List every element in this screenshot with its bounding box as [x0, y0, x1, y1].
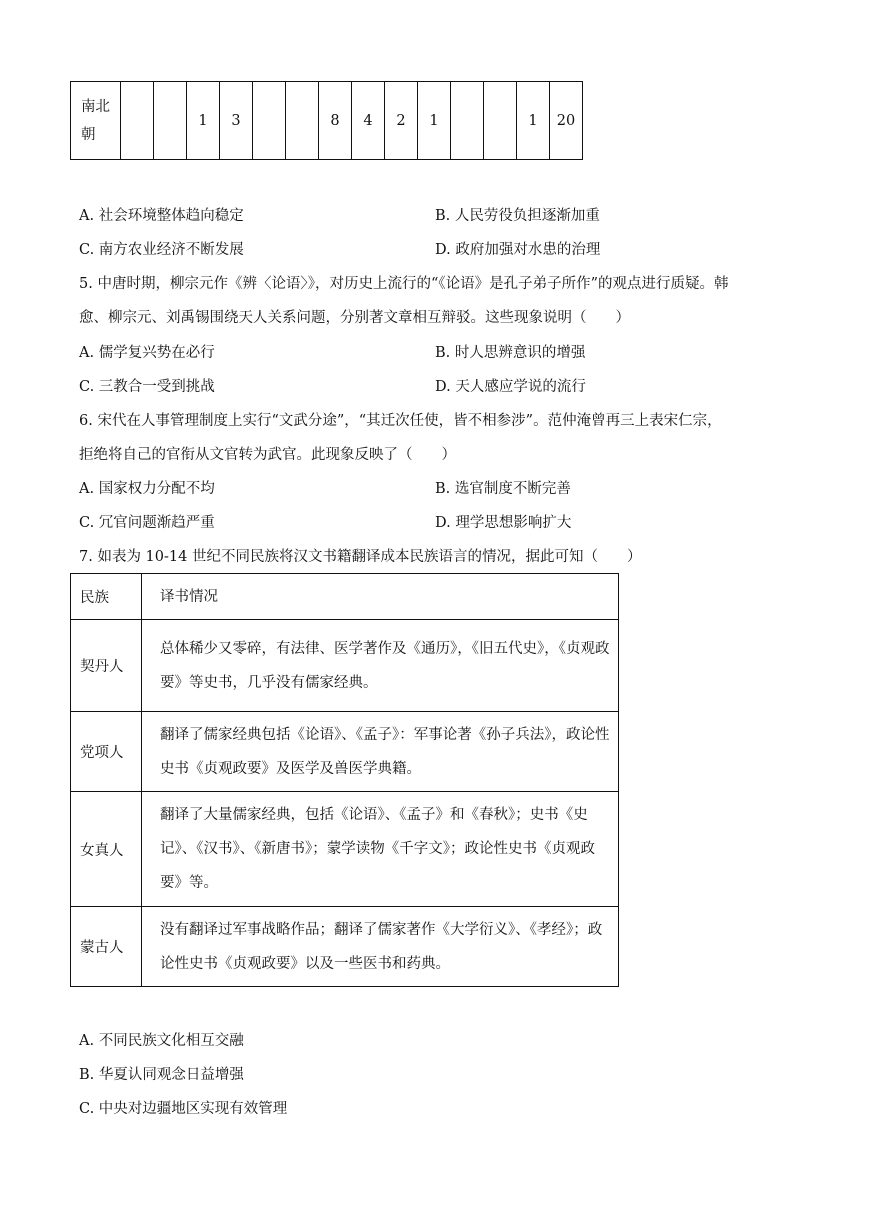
option-a[interactable]: A. 儒学复兴势在必行: [79, 345, 215, 361]
table-cell: [121, 82, 154, 160]
table-cell: [451, 82, 484, 160]
table-cell: 20: [550, 82, 583, 160]
option-b[interactable]: B. 选官制度不断完善: [435, 481, 571, 497]
table-cell: [253, 82, 286, 160]
option-b[interactable]: B. 时人思辨意识的增强: [435, 345, 586, 361]
option-a[interactable]: A. 不同民族文化相互交融: [79, 1033, 244, 1049]
header-cell-nation: 民族: [71, 574, 142, 620]
description-cell: 翻译了儒家经典包括《论语》、《孟子》：军事论著《孙子兵法》，政论性史书《贞观政要》及医学及兽医学典籍。: [142, 712, 619, 792]
table-cell: [154, 82, 187, 160]
description-cell: 没有翻译过军事战略作品；翻译了儒家著作《大学衍义》、《孝经》；政论性史书《贞观政要》以及一些医书和药典。: [142, 907, 619, 987]
table-cell: 4: [352, 82, 385, 160]
table-cell: 1: [517, 82, 550, 160]
table-cell: 8: [319, 82, 352, 160]
option-d[interactable]: D. 理学思想影响扩大: [435, 515, 572, 531]
row-label-line1: 南北: [81, 98, 110, 115]
header-cell-translation: 译书情况: [142, 574, 619, 620]
dynasty-count-table: [70, 81, 583, 160]
table-cell: 1: [187, 82, 220, 160]
table-cell: 1: [418, 82, 451, 160]
row-label-line2: 朝: [81, 126, 96, 143]
table-cell: 3: [220, 82, 253, 160]
table-row: [71, 712, 619, 792]
question-5-stem-line2: 愈、柳宗元、刘禹锡围绕天人关系问题，分别著文章相互辩驳。这些现象说明（ ）: [79, 310, 630, 326]
option-a[interactable]: A. 国家权力分配不均: [79, 481, 215, 497]
option-c[interactable]: C. 中央对边疆地区实现有效管理: [79, 1101, 288, 1117]
table-row: [71, 907, 619, 987]
option-b[interactable]: B. 华夏认同观念日益增强: [79, 1067, 244, 1083]
table-cell: [286, 82, 319, 160]
question-7-stem: 7. 如表为 10-14 世纪不同民族将汉文书籍翻译成本民族语言的情况，据此可知（ ）: [79, 549, 642, 565]
table-header-row: [71, 574, 619, 620]
table-row: [71, 792, 619, 907]
table-cell: [484, 82, 517, 160]
option-d[interactable]: D. 政府加强对水患的治理: [435, 242, 601, 258]
question-6-stem-line1: 6. 宋代在人事管理制度上实行“文武分途”，“其迁次任使，皆不相参涉”。范仲淹曾再三上表宋仁宗，: [79, 413, 722, 429]
question-5-stem-line1: 5. 中唐时期，柳宗元作《辨〈论语〉》，对历史上流行的“《论语》是孔子弟子所作”的观点进行质疑。韩: [79, 276, 729, 292]
translation-table: [70, 573, 619, 987]
nation-cell: 契丹人: [71, 620, 142, 712]
option-c[interactable]: C. 三教合一受到挑战: [79, 379, 215, 395]
option-d[interactable]: D. 天人感应学说的流行: [435, 379, 586, 395]
option-c[interactable]: C. 冗官问题渐趋严重: [79, 515, 215, 531]
nation-cell: 党项人: [71, 712, 142, 792]
description-cell: 总体稀少又零碎，有法律、医学著作及《通历》，《旧五代史》，《贞观政要》等史书，几乎没有儒家经典。: [142, 620, 619, 712]
nation-cell: 女真人: [71, 792, 142, 907]
option-a[interactable]: A. 社会环境整体趋向稳定: [79, 208, 244, 224]
nation-cell: 蒙古人: [71, 907, 142, 987]
table-row: [71, 82, 583, 160]
table-cell: 2: [385, 82, 418, 160]
row-label: [71, 82, 121, 160]
option-c[interactable]: C. 南方农业经济不断发展: [79, 242, 244, 258]
option-b[interactable]: B. 人民劳役负担逐渐加重: [435, 208, 600, 224]
question-6-stem-line2: 拒绝将自己的官衔从文官转为武官。此现象反映了（ ）: [79, 447, 456, 463]
description-cell: 翻译了大量儒家经典，包括《论语》、《孟子》和《春秋》；史书《史记》、《汉书》、《新唐书》；蒙学读物《千字文》；政论性史书《贞观政要》等。: [142, 792, 619, 907]
table-row: [71, 620, 619, 712]
